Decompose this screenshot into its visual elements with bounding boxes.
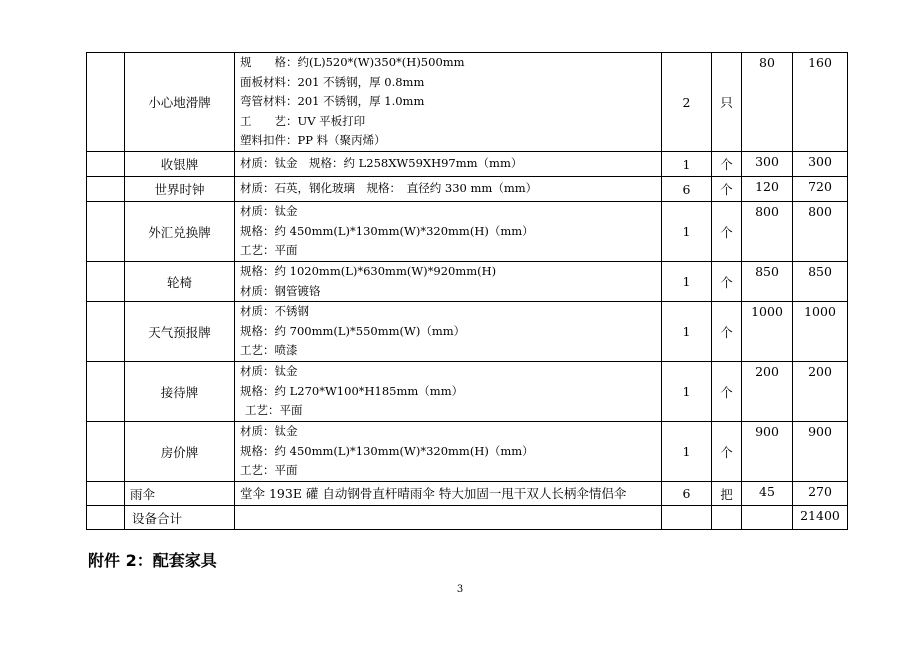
item-total: 200 bbox=[793, 362, 848, 422]
index-cell bbox=[87, 53, 125, 152]
item-total: 160 bbox=[793, 53, 848, 152]
item-unit: 个 bbox=[712, 202, 742, 262]
item-price: 1000 bbox=[742, 302, 793, 362]
table-row bbox=[87, 53, 848, 152]
item-price: 900 bbox=[742, 422, 793, 482]
item-unit: 个 bbox=[712, 422, 742, 482]
item-name: 收银牌 bbox=[125, 152, 235, 177]
item-price: 850 bbox=[742, 262, 793, 302]
item-unit: 把 bbox=[712, 482, 742, 506]
index-cell bbox=[87, 262, 125, 302]
spec-line: 材质：钛金 规格：约 L258XW59XH97mm（mm） bbox=[240, 156, 523, 171]
item-qty: 1 bbox=[662, 152, 712, 177]
spec-line: 工 艺：UV 平板打印 bbox=[240, 113, 366, 128]
summary-spec bbox=[235, 506, 662, 530]
item-unit: 个 bbox=[712, 362, 742, 422]
spec-line: 规格：约 450mm(L)*130mm(W)*320mm(H)（mm） bbox=[240, 443, 534, 458]
summary-row bbox=[87, 506, 848, 530]
item-spec bbox=[235, 422, 662, 482]
item-name: 轮椅 bbox=[125, 262, 235, 302]
item-price: 80 bbox=[742, 53, 793, 152]
spec-line: 规格：约 L270*W100*H185mm（mm） bbox=[240, 383, 464, 398]
item-unit: 个 bbox=[712, 177, 742, 202]
spec-line: 工艺：喷漆 bbox=[240, 343, 298, 358]
spec-line: 塑料扣件：PP 料（聚丙烯） bbox=[240, 133, 386, 148]
spec-line: 规格：约 1020mm(L)*630mm(W)*920mm(H) bbox=[240, 264, 497, 278]
item-total: 270 bbox=[793, 482, 848, 506]
spec-line: 材质：不锈钢 bbox=[240, 304, 309, 319]
item-qty: 1 bbox=[662, 362, 712, 422]
spec-line: 堂伞 193E 礶 自动钢骨直杆晴雨伞 特大加固一甩干双人长柄伞情侣伞 bbox=[240, 485, 627, 501]
item-total: 300 bbox=[793, 152, 848, 177]
item-total: 800 bbox=[793, 202, 848, 262]
table-row bbox=[87, 422, 848, 482]
spec-line: 规 格：约(L)520*(W)350*(H)500mm bbox=[240, 55, 465, 70]
spec-line: 工艺：平面 bbox=[240, 243, 298, 258]
spec-line: 规格：约 450mm(L)*130mm(W)*320mm(H)（mm） bbox=[240, 223, 534, 238]
index-cell bbox=[87, 152, 125, 177]
item-spec bbox=[235, 53, 662, 152]
item-qty: 2 bbox=[662, 53, 712, 152]
index-cell bbox=[87, 422, 125, 482]
item-price: 45 bbox=[742, 482, 793, 506]
item-spec bbox=[235, 482, 662, 506]
spec-line: 材质：钛金 bbox=[240, 204, 298, 219]
index-cell bbox=[87, 482, 125, 506]
table-row bbox=[87, 202, 848, 262]
item-spec bbox=[235, 152, 662, 177]
summary-total: 21400 bbox=[793, 506, 848, 530]
item-price: 800 bbox=[742, 202, 793, 262]
table-row bbox=[87, 177, 848, 202]
item-unit: 个 bbox=[712, 302, 742, 362]
item-name: 雨伞 bbox=[125, 482, 235, 506]
item-qty: 1 bbox=[662, 202, 712, 262]
item-qty: 1 bbox=[662, 302, 712, 362]
item-name: 天气预报牌 bbox=[125, 302, 235, 362]
spec-line: 工艺：平面 bbox=[240, 463, 298, 478]
item-qty: 1 bbox=[662, 422, 712, 482]
item-name: 小心地滑牌 bbox=[125, 53, 235, 152]
summary-qty bbox=[662, 506, 712, 530]
item-spec bbox=[235, 262, 662, 302]
item-unit: 个 bbox=[712, 152, 742, 177]
item-name: 房价牌 bbox=[125, 422, 235, 482]
item-unit: 只 bbox=[712, 53, 742, 152]
spec-line: 材质：钛金 bbox=[240, 364, 298, 379]
item-name: 外汇兑换牌 bbox=[125, 202, 235, 262]
spec-line: 材质：钢管镀铬 bbox=[240, 283, 321, 298]
item-total: 720 bbox=[793, 177, 848, 202]
item-price: 300 bbox=[742, 152, 793, 177]
table-row bbox=[87, 152, 848, 177]
index-cell bbox=[87, 302, 125, 362]
table-row bbox=[87, 262, 848, 302]
item-price: 200 bbox=[742, 362, 793, 422]
table-row bbox=[87, 362, 848, 422]
item-spec bbox=[235, 302, 662, 362]
table-row bbox=[87, 302, 848, 362]
item-qty: 1 bbox=[662, 262, 712, 302]
item-unit: 个 bbox=[712, 262, 742, 302]
index-cell bbox=[87, 202, 125, 262]
item-spec bbox=[235, 177, 662, 202]
page-number: 3 bbox=[456, 584, 464, 595]
equipment-table bbox=[86, 52, 848, 530]
item-name: 世界时钟 bbox=[125, 177, 235, 202]
item-qty: 6 bbox=[662, 482, 712, 506]
spec-line: 材质：石英，钢化玻璃 规格： 直径约 330 mm（mm） bbox=[240, 181, 538, 196]
section-heading: 附件 2：配套家具 bbox=[88, 551, 217, 570]
item-spec bbox=[235, 362, 662, 422]
item-total: 900 bbox=[793, 422, 848, 482]
spec-line: 弯管材料：201 不锈钢，厚 1.0mm bbox=[240, 94, 425, 109]
spec-line: 面板材料：201 不锈钢，厚 0.8mm bbox=[240, 74, 425, 89]
summary-price bbox=[742, 506, 793, 530]
index-cell bbox=[87, 362, 125, 422]
table-row bbox=[87, 482, 848, 506]
summary-label: 设备合计 bbox=[125, 506, 235, 530]
index-cell bbox=[87, 506, 125, 530]
item-name: 接待牌 bbox=[125, 362, 235, 422]
spec-line: 材质：钛金 bbox=[240, 424, 298, 439]
summary-unit bbox=[712, 506, 742, 530]
spec-line: 工艺：平面 bbox=[245, 403, 303, 418]
item-total: 1000 bbox=[793, 302, 848, 362]
item-qty: 6 bbox=[662, 177, 712, 202]
spec-line: 规格：约 700mm(L)*550mm(W)（mm） bbox=[240, 323, 466, 338]
item-total: 850 bbox=[793, 262, 848, 302]
item-price: 120 bbox=[742, 177, 793, 202]
item-spec bbox=[235, 202, 662, 262]
index-cell bbox=[87, 177, 125, 202]
